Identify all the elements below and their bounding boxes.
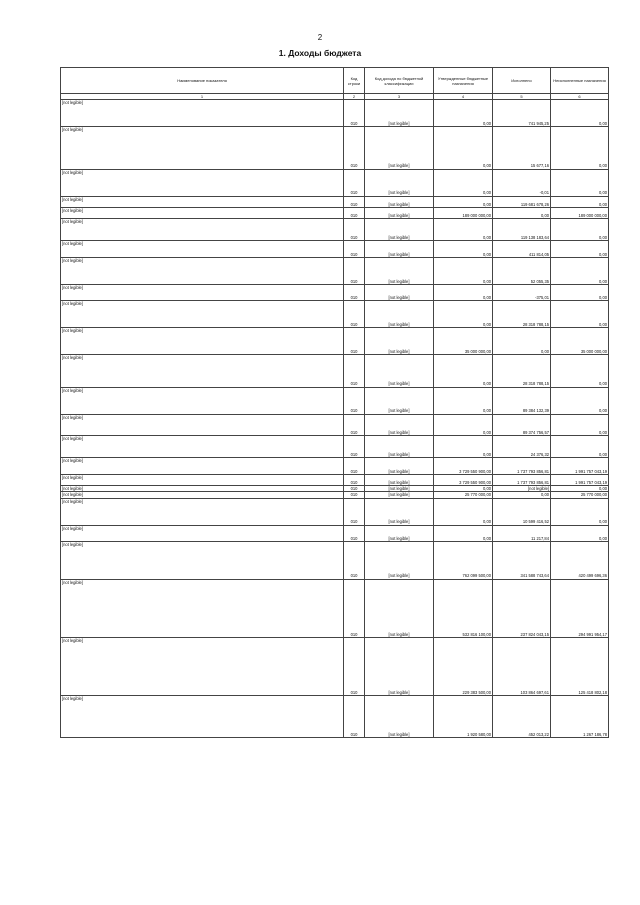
indicator-name: [not legible]: [61, 355, 344, 387]
income-code: [not legible]: [365, 257, 434, 284]
executed-amount: -0,01: [493, 169, 551, 196]
line-code: 010: [344, 387, 365, 414]
approved-amount: 3 729 550 900,00: [434, 458, 493, 475]
page-number: 2: [317, 33, 323, 42]
remaining-amount: 25 770 000,00: [551, 492, 609, 498]
approved-amount: 0,00: [434, 355, 493, 387]
executed-amount: 52 055,35: [493, 257, 551, 284]
header-approved: Утвержденные бюджетные назначения: [434, 68, 493, 94]
remaining-amount: 1 991 757 043,19: [551, 474, 609, 485]
indicator-name: [not legible]: [61, 695, 344, 738]
remaining-amount: 0,00: [551, 100, 609, 127]
line-code: 010: [344, 100, 365, 127]
executed-amount: 28 318 788,15: [493, 301, 551, 328]
line-code: 010: [344, 542, 365, 579]
table-row: [61, 100, 609, 127]
executed-amount: 11 217,84: [493, 525, 551, 542]
line-code: 010: [344, 196, 365, 207]
income-code: [not legible]: [365, 100, 434, 127]
line-code: 010: [344, 207, 365, 218]
table-row: [61, 169, 609, 196]
approved-amount: 0,00: [434, 414, 493, 436]
remaining-amount: 1 267 186,78: [551, 695, 609, 738]
line-code: 010: [344, 284, 365, 301]
indicator-name: [not legible]: [61, 414, 344, 436]
indicator-name: [not legible]: [61, 284, 344, 301]
line-code: 010: [344, 458, 365, 475]
table-row: [61, 637, 609, 695]
income-code: [not legible]: [365, 328, 434, 355]
column-number: 5: [493, 94, 551, 100]
income-code: [not legible]: [365, 284, 434, 301]
approved-amount: 0,00: [434, 219, 493, 241]
table-row: [61, 301, 609, 328]
indicator-name: [not legible]: [61, 127, 344, 170]
remaining-amount: 0,00: [551, 301, 609, 328]
table-row: [61, 579, 609, 637]
line-code: 010: [344, 241, 365, 258]
line-code: 010: [344, 436, 365, 458]
remaining-amount: 0,00: [551, 196, 609, 207]
line-code: 010: [344, 525, 365, 542]
executed-amount: 89 374 756,57: [493, 414, 551, 436]
approved-amount: 189 000 000,00: [434, 207, 493, 218]
approved-amount: 0,00: [434, 100, 493, 127]
executed-amount: 341 588 743,64: [493, 542, 551, 579]
line-code: 010: [344, 498, 365, 525]
table-row: [61, 525, 609, 542]
income-code: [not legible]: [365, 436, 434, 458]
indicator-name: [not legible]: [61, 525, 344, 542]
executed-amount: -375,01: [493, 284, 551, 301]
indicator-name: [not legible]: [61, 542, 344, 579]
indicator-name: [not legible]: [61, 100, 344, 127]
line-code: 010: [344, 695, 365, 738]
approved-amount: 0,00: [434, 525, 493, 542]
line-code: 010: [344, 637, 365, 695]
approved-amount: 1 920 580,00: [434, 695, 493, 738]
table-row: [61, 257, 609, 284]
approved-amount: 3 729 550 900,00: [434, 474, 493, 485]
remaining-amount: 0,00: [551, 169, 609, 196]
executed-amount: 411 814,05: [493, 241, 551, 258]
table-row: [61, 542, 609, 579]
remaining-amount: 0,00: [551, 241, 609, 258]
approved-amount: 0,00: [434, 196, 493, 207]
approved-amount: 0,00: [434, 241, 493, 258]
line-code: 010: [344, 127, 365, 170]
line-code: 010: [344, 474, 365, 485]
line-code: 010: [344, 169, 365, 196]
indicator-name: [not legible]: [61, 241, 344, 258]
header-executed: Исполнено: [493, 68, 551, 94]
indicator-name: [not legible]: [61, 328, 344, 355]
remaining-amount: 0,00: [551, 257, 609, 284]
table-row: [61, 414, 609, 436]
table-row: [61, 355, 609, 387]
indicator-name: [not legible]: [61, 196, 344, 207]
executed-amount: 89 384 132,39: [493, 387, 551, 414]
table-row: [61, 219, 609, 241]
income-code: [not legible]: [365, 542, 434, 579]
income-code: [not legible]: [365, 169, 434, 196]
income-code: [not legible]: [365, 127, 434, 170]
income-code: [not legible]: [365, 355, 434, 387]
remaining-amount: 0,00: [551, 127, 609, 170]
income-code: [not legible]: [365, 498, 434, 525]
remaining-amount: 0,00: [551, 486, 609, 492]
remaining-amount: 0,00: [551, 284, 609, 301]
executed-amount: 119 138 183,64: [493, 219, 551, 241]
line-code: 010: [344, 414, 365, 436]
approved-amount: 0,00: [434, 284, 493, 301]
remaining-amount: 189 000 000,00: [551, 207, 609, 218]
executed-amount: 741 945,25: [493, 100, 551, 127]
executed-amount: 0,00: [493, 328, 551, 355]
approved-amount: 0,00: [434, 436, 493, 458]
executed-amount: [not legible]: [493, 486, 551, 492]
approved-amount: 229 383 500,00: [434, 637, 493, 695]
line-code: 010: [344, 328, 365, 355]
table-row: [61, 474, 609, 485]
remaining-amount: 294 991 954,17: [551, 579, 609, 637]
approved-amount: 0,00: [434, 486, 493, 492]
income-code: [not legible]: [365, 219, 434, 241]
remaining-amount: 0,00: [551, 525, 609, 542]
income-code: [not legible]: [365, 458, 434, 475]
indicator-name: [not legible]: [61, 436, 344, 458]
column-number: 3: [365, 94, 434, 100]
remaining-amount: 0,00: [551, 387, 609, 414]
line-code: 010: [344, 492, 365, 498]
income-code: [not legible]: [365, 196, 434, 207]
executed-amount: 10 599 416,52: [493, 498, 551, 525]
line-code: 010: [344, 301, 365, 328]
income-code: [not legible]: [365, 695, 434, 738]
line-code: 010: [344, 579, 365, 637]
approved-amount: 532 816 100,00: [434, 579, 493, 637]
executed-amount: 28 318 788,15: [493, 355, 551, 387]
section-title: 1. Доходы бюджета: [278, 48, 362, 58]
income-code: [not legible]: [365, 525, 434, 542]
indicator-name: [not legible]: [61, 498, 344, 525]
executed-amount: 103 864 697,61: [493, 637, 551, 695]
approved-amount: 25 770 000,00: [434, 492, 493, 498]
column-number: 2: [344, 94, 365, 100]
indicator-name: [not legible]: [61, 169, 344, 196]
income-code: [not legible]: [365, 474, 434, 485]
table-row: [61, 207, 609, 218]
header-income-code: Код дохода по бюджетной классификации: [365, 68, 434, 94]
executed-amount: 119 681 678,26: [493, 196, 551, 207]
executed-amount: 15 677,16: [493, 127, 551, 170]
line-code: 010: [344, 219, 365, 241]
executed-amount: 1 737 793 856,81: [493, 474, 551, 485]
income-code: [not legible]: [365, 207, 434, 218]
indicator-name: [not legible]: [61, 458, 344, 475]
header-line-code: Код строки: [344, 68, 365, 94]
remaining-amount: 35 000 000,00: [551, 328, 609, 355]
indicator-name: [not legible]: [61, 387, 344, 414]
table-row: [61, 458, 609, 475]
income-code: [not legible]: [365, 301, 434, 328]
remaining-amount: 0,00: [551, 498, 609, 525]
column-number: 4: [434, 94, 493, 100]
header-indicator-name: Наименование показателя: [61, 68, 344, 94]
approved-amount: 762 099 500,00: [434, 542, 493, 579]
line-code: 010: [344, 257, 365, 284]
table-row: [61, 328, 609, 355]
line-code: 010: [344, 355, 365, 387]
table-row: [61, 387, 609, 414]
line-code: 010: [344, 486, 365, 492]
income-code: [not legible]: [365, 486, 434, 492]
approved-amount: 0,00: [434, 387, 493, 414]
remaining-amount: 1 991 757 043,19: [551, 458, 609, 475]
income-code: [not legible]: [365, 579, 434, 637]
column-number: 6: [551, 94, 609, 100]
table-row: [61, 498, 609, 525]
income-code: [not legible]: [365, 637, 434, 695]
indicator-name: [not legible]: [61, 474, 344, 485]
table-row: [61, 127, 609, 170]
approved-amount: 0,00: [434, 257, 493, 284]
indicator-name: [not legible]: [61, 219, 344, 241]
indicator-name: [not legible]: [61, 486, 344, 492]
remaining-amount: 0,00: [551, 355, 609, 387]
income-code: [not legible]: [365, 387, 434, 414]
remaining-amount: 0,00: [551, 219, 609, 241]
income-code: [not legible]: [365, 414, 434, 436]
indicator-name: [not legible]: [61, 492, 344, 498]
table-row: [61, 241, 609, 258]
executed-amount: 0,00: [493, 492, 551, 498]
indicator-name: [not legible]: [61, 301, 344, 328]
remaining-amount: 420 499 696,36: [551, 542, 609, 579]
approved-amount: 0,00: [434, 127, 493, 170]
income-code: [not legible]: [365, 241, 434, 258]
remaining-amount: 0,00: [551, 414, 609, 436]
table-row: [61, 284, 609, 301]
income-code: [not legible]: [365, 492, 434, 498]
executed-amount: 0,00: [493, 207, 551, 218]
indicator-name: [not legible]: [61, 637, 344, 695]
approved-amount: 0,00: [434, 498, 493, 525]
executed-amount: 452 013,22: [493, 695, 551, 738]
executed-amount: 1 737 793 856,81: [493, 458, 551, 475]
approved-amount: 0,00: [434, 301, 493, 328]
header-remaining: Неисполненные назначения: [551, 68, 609, 94]
executed-amount: 237 824 043,15: [493, 579, 551, 637]
indicator-name: [not legible]: [61, 579, 344, 637]
remaining-amount: 125 418 802,18: [551, 637, 609, 695]
income-table: [60, 67, 609, 738]
executed-amount: 24 376,32: [493, 436, 551, 458]
table-row: [61, 196, 609, 207]
table-row: [61, 436, 609, 458]
remaining-amount: 0,00: [551, 436, 609, 458]
table-row: [61, 695, 609, 738]
indicator-name: [not legible]: [61, 207, 344, 218]
indicator-name: [not legible]: [61, 257, 344, 284]
approved-amount: 0,00: [434, 169, 493, 196]
approved-amount: 35 000 000,00: [434, 328, 493, 355]
column-number: 1: [61, 94, 344, 100]
table-header-row: [61, 68, 609, 94]
